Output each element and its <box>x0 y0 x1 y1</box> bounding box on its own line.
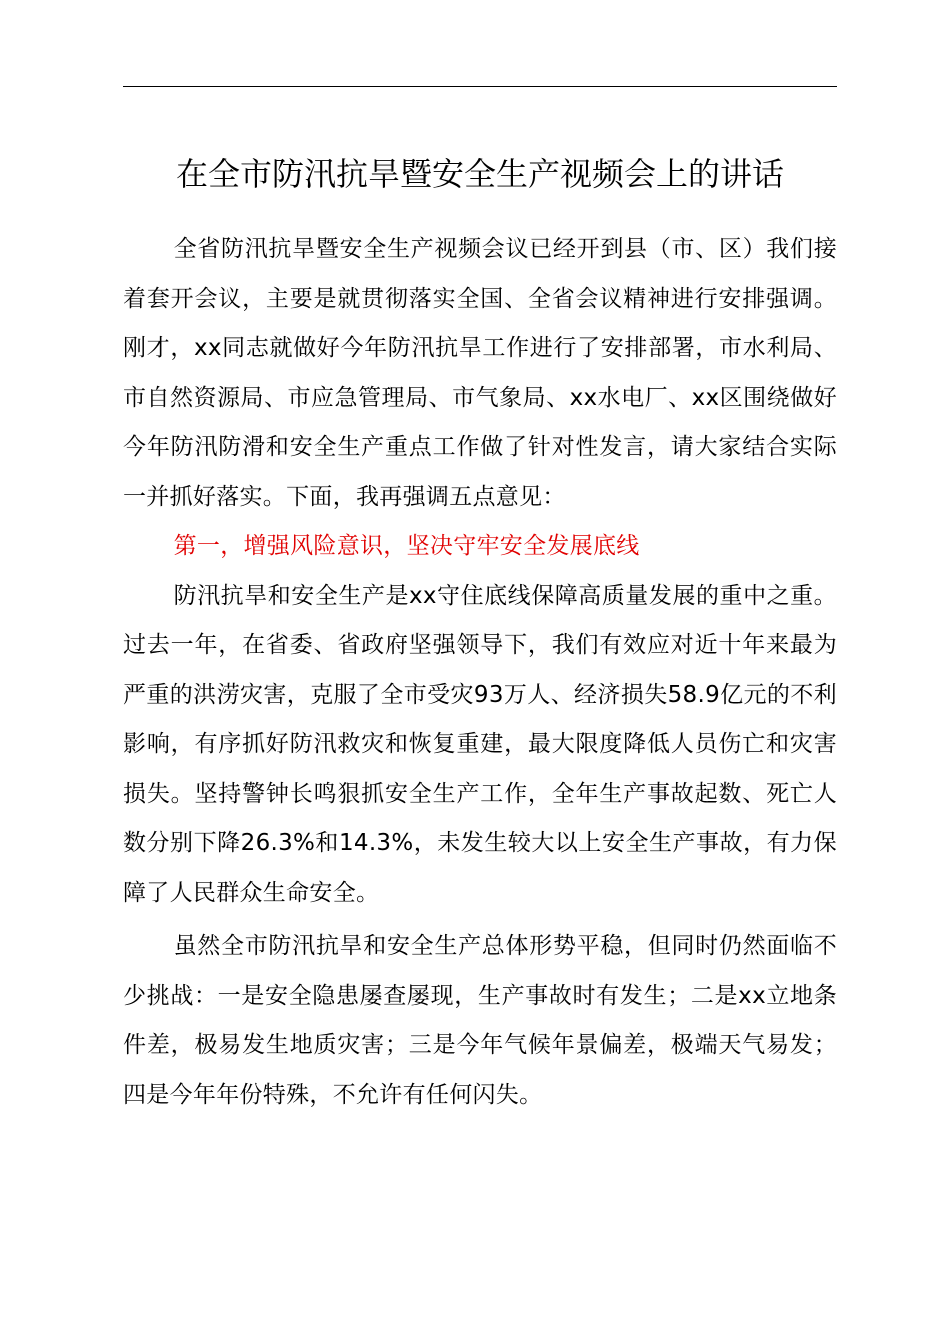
document-body <box>123 225 837 1120</box>
document-title: 在全市防汛抗旱暨安全生产视频会上的讲话 <box>175 155 784 193</box>
intro-paragraph: 全省防汛抗旱暨安全生产视频会议已经开到县（市、区）我们接着套开会议，主要是就贯彻落实全国、全省会议精神进行安排强调。刚才，xx同志就做好今年防汛抗旱工作进行了安排部署，市水利局、市自然资源局、市应急管理局、市气象局、xx水电厂、xx区围绕做好今年防汛防滑和安全生产重点工作做了针对性发言，请大家结合实际一并抓好落实。下面，我再强调五点意见： <box>123 236 837 510</box>
body-paragraph: 虽然全市防汛抗旱和安全生产总体形势平稳，但同时仍然面临不少挑战：一是安全隐患屡查屡现，生产事故时有发生；二是xx立地条件差，极易发生地质灾害；三是今年气候年景偏差，极端天气易发；四是今年年份特殊，不允许有任何闪失。 <box>123 933 837 1108</box>
header-rule <box>123 86 837 87</box>
body-paragraph: 防汛抗旱和安全生产是xx守住底线保障高质量发展的重中之重。过去一年，在省委、省政府坚强领导下，我们有效应对近十年来最为严重的洪涝灾害，克服了全市受灾93万人、经济损失58.9亿元的不利影响，有序抓好防汛救灾和恢复重建，最大限度降低人员伤亡和灾害损失。坚持警钟长鸣狠抓安全生产工作，全年生产事故起数、死亡人数分别下降26.3%和14.3%，未发生较大以上安全生产事故，有力保障了人民群众生命安全。 <box>123 582 837 906</box>
section-heading-1: 第一，增强风险意识，坚决守牢安全发展底线 <box>173 533 640 559</box>
